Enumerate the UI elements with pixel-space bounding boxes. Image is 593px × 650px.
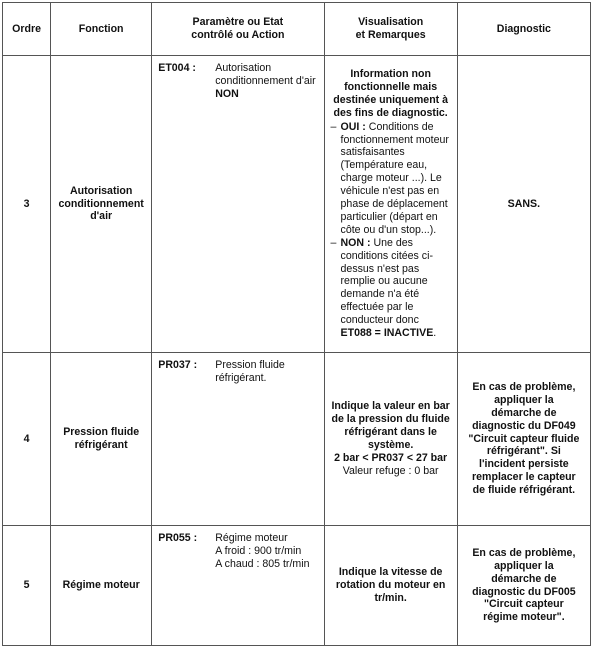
header-diagnostic: Diagnostic: [457, 3, 590, 56]
non-label: NON :: [340, 236, 371, 249]
header-visualisation-line2: et Remarques: [355, 29, 426, 41]
header-ordre: Ordre: [3, 3, 51, 56]
param-desc: Régime moteur: [215, 532, 288, 544]
non-bold: ET088 = INACTIVE: [340, 327, 434, 340]
row-ordre: 3: [3, 56, 51, 353]
row-fonction: Autorisation conditionnement d'air: [51, 56, 152, 353]
row-diagnostic: En cas de problème, appliquer la démarche de diagnostic du DF005 "Circuit capteur régime moteur".: [457, 526, 590, 646]
row-visualisation: [324, 56, 457, 353]
param-desc: Pression fluide réfrigérant.: [215, 359, 285, 384]
list-item-oui: [331, 121, 451, 237]
visu-text: Indique la valeur en bar de la pression du fluide réfrigérant dans le système.: [331, 400, 450, 451]
row-parametre: [152, 353, 324, 526]
visu-title: Information non fonctionnelle mais destinée uniquement à des fins de diagnostic.: [333, 67, 449, 119]
row-parametre: [152, 56, 324, 353]
row-ordre: 4: [3, 353, 51, 526]
header-row: [3, 3, 591, 56]
row-fonction: Régime moteur: [51, 526, 152, 646]
param-code: ET004 :: [158, 62, 196, 74]
table-row: [3, 353, 591, 526]
header-parametre: [152, 3, 324, 56]
param-desc: Autorisation conditionnement d'air: [215, 62, 316, 87]
row-visualisation: [324, 353, 457, 526]
param-code: PR037 :: [158, 359, 198, 371]
param-line3: A chaud : 805 tr/min: [215, 557, 310, 570]
dash-bullet: –: [330, 120, 337, 133]
oui-text: Conditions de fonctionnement moteur satisfaisantes (Température eau, charge moteur ...). Le véhicule n'est pas en phase de déplacement particulier (départ en côte ou d'un stop...).: [340, 120, 449, 236]
header-visualisation: [324, 3, 457, 56]
visu-range: 2 bar < PR037 < 27 bar: [334, 451, 448, 464]
param-value: NON: [215, 87, 239, 100]
param-line2: A froid : 900 tr/min: [215, 544, 302, 557]
row-diagnostic: En cas de problème, appliquer la démarche de diagnostic du DF049 "Circuit capteur fluide réfrigérant". Si l'incident persiste remplacer le capteur de fluide réfrigérant.: [457, 353, 590, 526]
diagnostic-table: [2, 2, 591, 646]
non-text: Une des conditions citées ci-dessus n'est pas remplie ou aucune demande n'a été effectuée par le conducteur donc: [340, 236, 433, 327]
row-visualisation: Indique la vitesse de rotation du moteur en tr/min.: [324, 526, 457, 646]
row-diagnostic: SANS.: [457, 56, 590, 353]
header-fonction: Fonction: [51, 3, 152, 56]
row-ordre: 5: [3, 526, 51, 646]
header-parametre-line1: Paramètre ou Etat: [192, 16, 284, 29]
header-parametre-line2: contrôlé ou Action: [191, 29, 285, 41]
list-item-non: – NON : Une des conditions citées ci-dessus n'est pas remplie ou aucune demande n'a été effectuée par le conducteur donc ET088 = INACTIVE.: [330, 236, 437, 340]
param-code: PR055 :: [158, 532, 198, 544]
oui-label: OUI :: [340, 120, 366, 133]
visu-refuge: Valeur refuge : 0 bar: [342, 464, 439, 477]
dash-bullet: –: [330, 236, 337, 249]
header-visualisation-line1: Visualisation: [358, 16, 424, 29]
row-parametre: [152, 526, 324, 646]
table-row: [3, 526, 591, 646]
row-fonction: Pression fluide réfrigérant: [51, 353, 152, 526]
table-row: [3, 56, 591, 353]
